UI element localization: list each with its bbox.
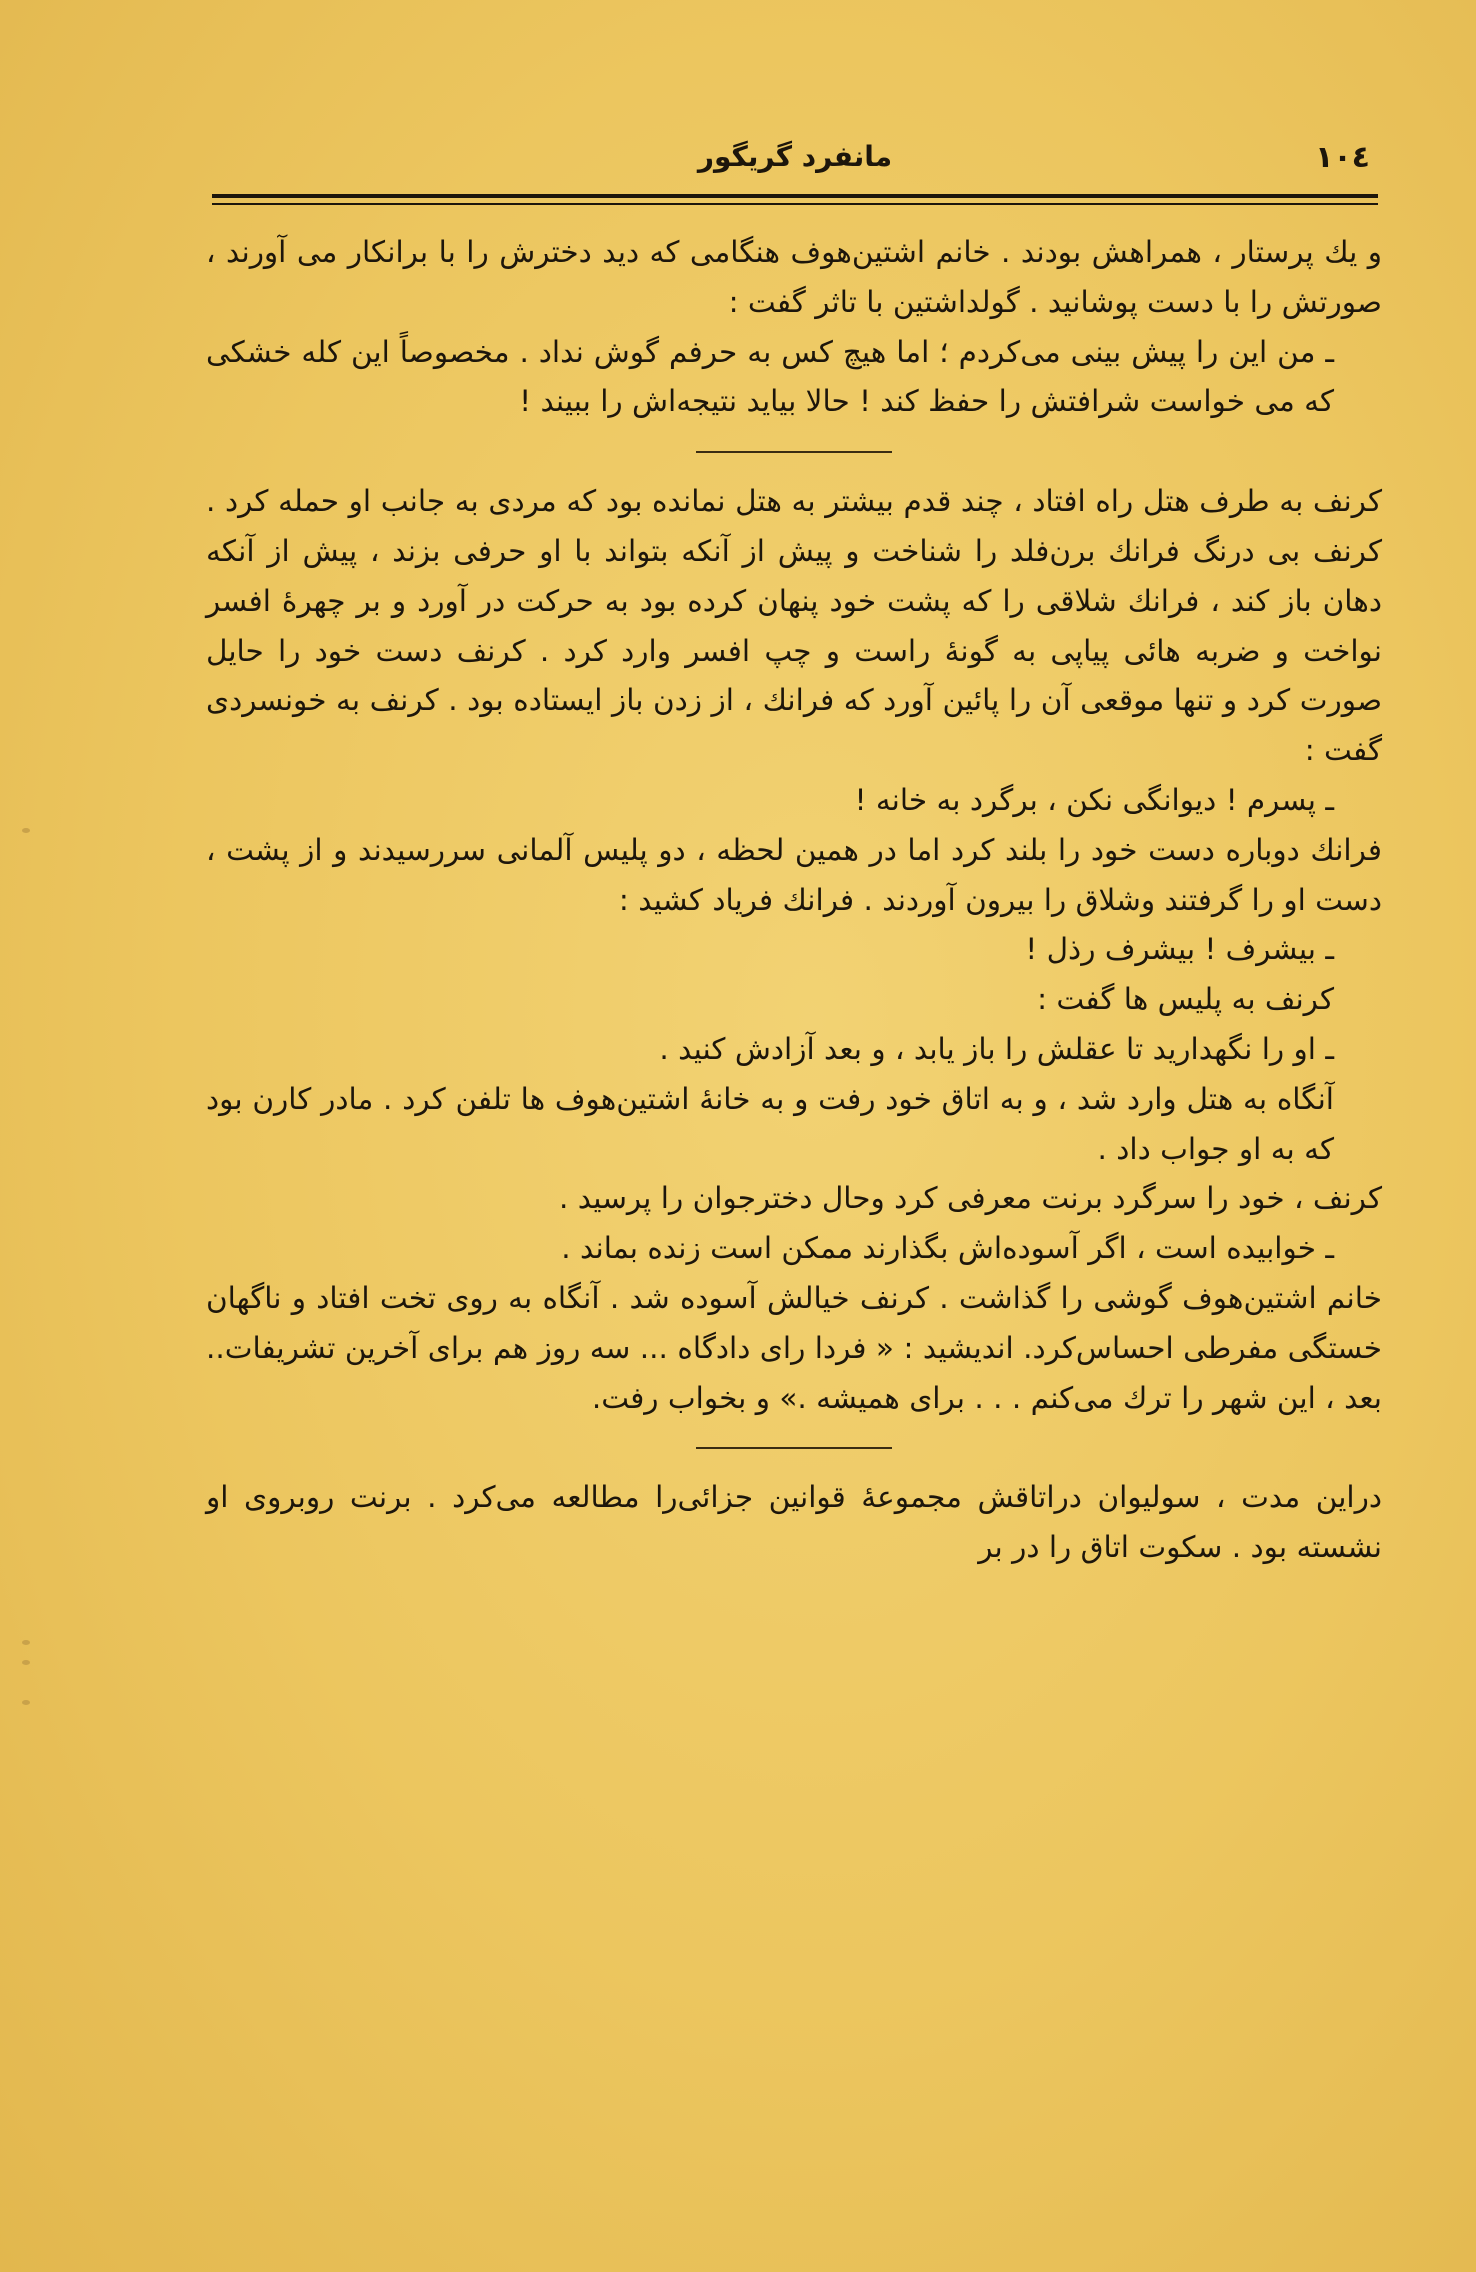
paragraph: کرنف به طرف هتل راه افتاد ، چند قدم بیشتر به هتل نمانده بود که مردی به جانب او حمله کرد . کرنف بی درنگ فرانك برن‌فلد را شناخت و پیش از آنکه بتواند با او حرفی بزند ، پیش از آنکه دهان باز کند ، فرانك شلاقی را که پشت خود پنهان کرده بود به حرکت در آورد و بر چهرهٔ افسر نواخت و ضربه هائی پیاپی به گونهٔ راست و چپ افسر وارد کرد . کرنف دست خود را حایل صورت کرد و تنها موقعی آن را پائین آورد که فرانك ، از زدن باز ایستاده بود . کرنف به خونسردی گفت :: [206, 484, 1382, 768]
paragraph: و یك پرستار ، همراهش بودند . خانم اشتین‌هوف هنگامی که دید دخترش را با برانکار می آورند ، صورتش را با دست پوشانید . گولداشتین با تاثر گفت :: [206, 235, 1382, 319]
paragraph: فرانك دوباره دست خود را بلند کرد اما در همین لحظه ، دو پلیس آلمانی سررسیدند و از پشت ، دست او را گرفتند وشلاق را بیرون آوردند . فرانك فریاد کشید :: [206, 832, 1382, 917]
section-divider: [206, 427, 1382, 477]
dialogue-line: ـ خوابیده است ، اگر آسوده‌اش بگذارند ممکن است زنده بماند .: [561, 1231, 1334, 1266]
binding-hole: [22, 1640, 30, 1645]
binding-hole: [22, 1660, 30, 1665]
paragraph: کرنف به پلیس ها گفت :: [1037, 982, 1334, 1017]
paragraph: کرنف ، خود را سرگرد برنت معرفی کرد وحال دخترجوان را پرسید .: [559, 1181, 1382, 1216]
binding-hole: [22, 828, 30, 833]
paragraph: آنگاه به هتل وارد شد ، و به اتاق خود رفت و به خانهٔ اشتین‌هوف ها تلفن کرد . مادر کارن بود که به او جواب داد .: [206, 1081, 1334, 1166]
paragraph: خانم اشتین‌هوف گوشی را گذاشت . کرنف خیالش آسوده شد . آنگاه به روی تخت افتاد و ناگهان خستگی مفرطی احساس‌کرد. اندیشید : « فردا رای دادگاه ... سه روز هم برای آخرین تشریفات.. بعد ، این شهر را ترك می‌کنم . . . برای همیشه .» و بخواب رفت.: [206, 1280, 1382, 1415]
header-rule-thin: [212, 203, 1378, 205]
dialogue-line: ـ بیشرف ! بیشرف رذل !: [1025, 932, 1334, 967]
page-number: ۱۰٤: [1315, 140, 1370, 175]
dialogue-line: ـ من این را پیش بینی می‌کردم ؛ اما هیچ کس به حرفم گوش نداد . مخصوصاً این کله خشکی که می خواست شرافتش را حفظ کند ! حالا بیاید نتیجه‌اش را ببیند !: [206, 334, 1334, 419]
running-title: مانفرد گریگور: [697, 140, 893, 173]
body-text: [206, 228, 1382, 1573]
dialogue-line: ـ پسرم ! دیوانگی نکن ، برگرد به خانه !: [854, 782, 1334, 817]
paragraph: دراین مدت ، سولیوان دراتاقش مجموعهٔ قوانین جزائی‌را مطالعه می‌کرد . برنت روبروی او نشسته بود . سکوت اتاق را در بر: [206, 1480, 1382, 1565]
section-divider: [206, 1423, 1382, 1473]
header-rule-thick: [212, 194, 1378, 198]
binding-hole: [22, 1700, 30, 1705]
page-header: [212, 138, 1378, 188]
dialogue-line: ـ او را نگهدارید تا عقلش را باز یابد ، و بعد آزادش کنید .: [659, 1031, 1334, 1066]
